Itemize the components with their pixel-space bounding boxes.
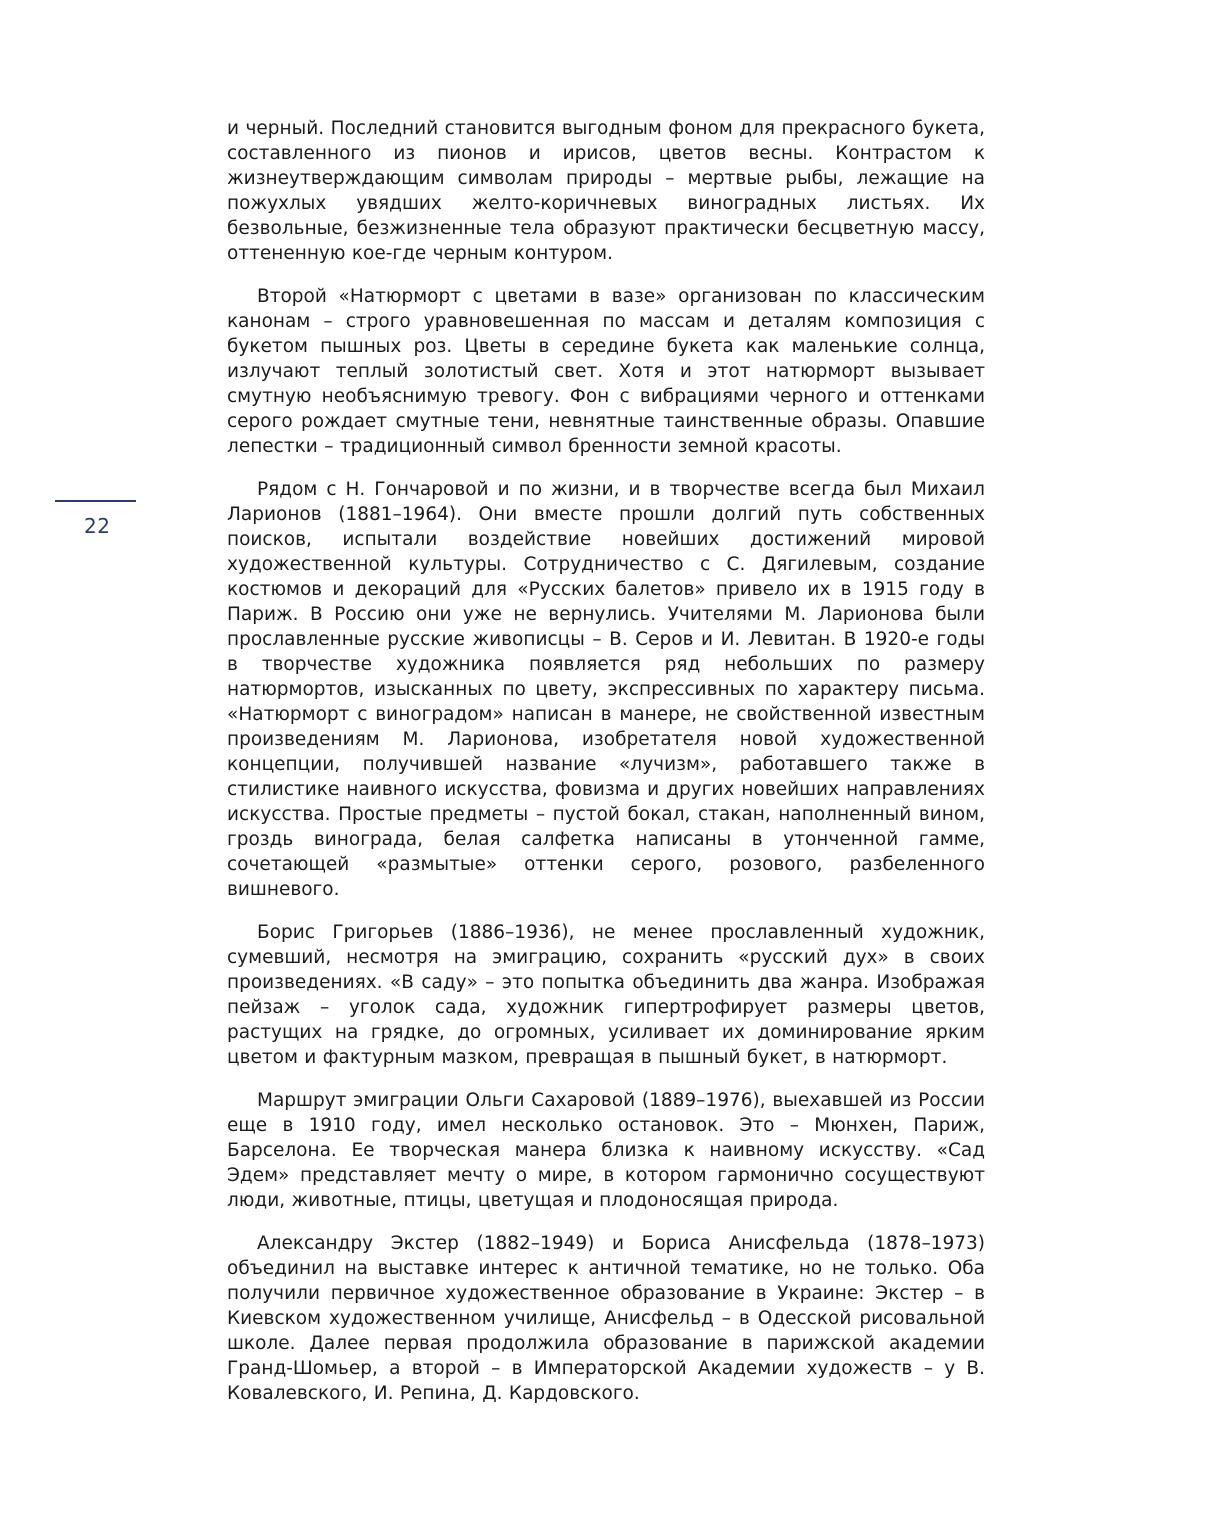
paragraph-5: Маршрут эмиграции Ольги Сахаровой (1889–1976), выехавшей из России еще в 1910 году, имел несколько остановок. Это – Мюнхен, Париж, Барселона. Ее творческая манера близка к наивному искусству. «Сад Эдем» представляет мечту о мире, в котором гармонично сосуществуют люди, животные, птицы, цветущая и плодоносящая природа. bbox=[227, 1090, 985, 1211]
paragraph-6: Александру Экстер (1882–1949) и Бориса Анисфельда (1878–1973) объединил на выставке интерес к античной тематике, но не только. Оба получили первичное художественное образование в Украине: Экстер – в Киевском художественном училище, Анисфельд – в Одесской рисовальной школе. Далее первая продолжила образование в парижской академии Гранд-Шомьер, а второй – в Императорской Академии художеств – у В. Ковалевского, И. Репина, Д. Кардовского. bbox=[227, 1233, 985, 1404]
paragraph-1: и черный. Последний становится выгодным фоном для прекрасного букета, составленного из пионов и ирисов, цветов весны. Контрастом к жизнеутверждающим символам природы – мертвые рыбы, лежащие на пожухлых увядших желто-коричневых виноградных листьях. Их безвольные, безжизненные тела образуют практически бесцветную массу, оттененную кое-где черным контуром. bbox=[227, 118, 985, 264]
body-text bbox=[227, 116, 985, 1406]
paragraph-4: Борис Григорьев (1886–1936), не менее прославленный художник, сумевший, несмотря на эмиграцию, сохранить «русский дух» в своих произведениях. «В саду» – это попытка объединить два жанра. Изображая пейзаж – уголок сада, художник гипертрофирует размеры цветов, растущих на грядке, до огромных, усиливает их доминирование ярким цветом и фактурным мазком, превращая в пышный букет, в натюрморт. bbox=[227, 922, 985, 1068]
page-number: 22 bbox=[84, 514, 111, 538]
page-number-rule bbox=[55, 500, 136, 502]
paragraph-2: Второй «Натюрморт с цветами в вазе» организован по классическим канонам – строго уравновешенная по массам и деталям композиция с букетом пышных роз. Цветы в середине букета как маленькие солнца, излучают теплый золотистый свет. Хотя и этот натюрморт вызывает смутную необъяснимую тревогу. Фон с вибрациями черного и оттенками серого рождает смутные тени, невнятные таинственные образы. Опавшие лепестки – традиционный символ бренности земной красоты. bbox=[227, 286, 985, 457]
paragraph-3: Рядом с Н. Гончаровой и по жизни, и в творчестве всегда был Михаил Ларионов (1881–1964). Они вместе прошли долгий путь собственных поисков, испытали воздействие новейших достижений мировой художественной культуры. Сотрудничество с С. Дягилевым, создание костюмов и декораций для «Русских балетов» привело их в 1915 году в Париж. В Россию они уже не вернулись. Учителями М. Ларионова были прославленные русские живописцы – В. Серов и И. Левитан. В 1920-е годы в творчестве художника появляется ряд небольших по размеру натюрмортов, изысканных по цвету, экспрессивных по характеру письма. «Натюрморт с виноградом» написан в манере, не свойственной известным произведениям М. Ларионова, изобретателя новой художественной концепции, получившей название «лучизм», работавшего также в стилистике наивного искусства, фовизма и других новейших направлениях искусства. Простые предметы – пустой бокал, стакан, наполненный вином, гроздь винограда, белая салфетка написаны в утонченной гамме, сочетающей «размытые» оттенки серого, розового, разбеленного вишневого. bbox=[227, 479, 985, 900]
